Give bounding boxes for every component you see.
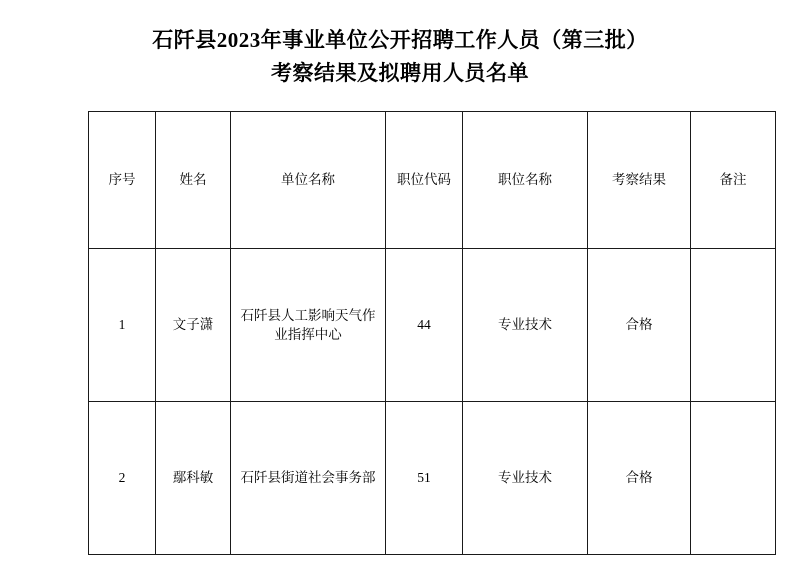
table-header-code: 职位代码	[386, 112, 463, 249]
page-title-line-1: 石阡县2023年事业单位公开招聘工作人员（第三批）	[152, 28, 648, 52]
table-container	[0, 111, 800, 555]
table-header-unit: 单位名称	[231, 112, 386, 249]
table-header-seq: 序号	[89, 112, 156, 249]
cell-position: 专业技术	[463, 402, 588, 555]
table-header-result: 考察结果	[588, 112, 691, 249]
cell-remark	[691, 249, 776, 402]
table-header-remark: 备注	[691, 112, 776, 249]
cell-result: 合格	[588, 249, 691, 402]
page-title-line-2: 考察结果及拟聘用人员名单	[271, 60, 529, 85]
page-title	[0, 0, 800, 89]
cell-position: 专业技术	[463, 249, 588, 402]
table-row	[89, 249, 776, 402]
cell-seq: 2	[89, 402, 156, 555]
cell-unit: 石阡县人工影响天气作业指挥中心	[231, 249, 386, 402]
cell-remark	[691, 402, 776, 555]
cell-unit: 石阡县街道社会事务部	[231, 402, 386, 555]
table-header-row	[89, 112, 776, 249]
table-header-name: 姓名	[156, 112, 231, 249]
cell-name: 文子潇	[156, 249, 231, 402]
results-table	[88, 111, 776, 555]
cell-name: 鄢科敏	[156, 402, 231, 555]
cell-seq: 1	[89, 249, 156, 402]
table-row	[89, 402, 776, 555]
cell-code: 44	[386, 249, 463, 402]
table-header-position: 职位名称	[463, 112, 588, 249]
cell-code: 51	[386, 402, 463, 555]
cell-result: 合格	[588, 402, 691, 555]
